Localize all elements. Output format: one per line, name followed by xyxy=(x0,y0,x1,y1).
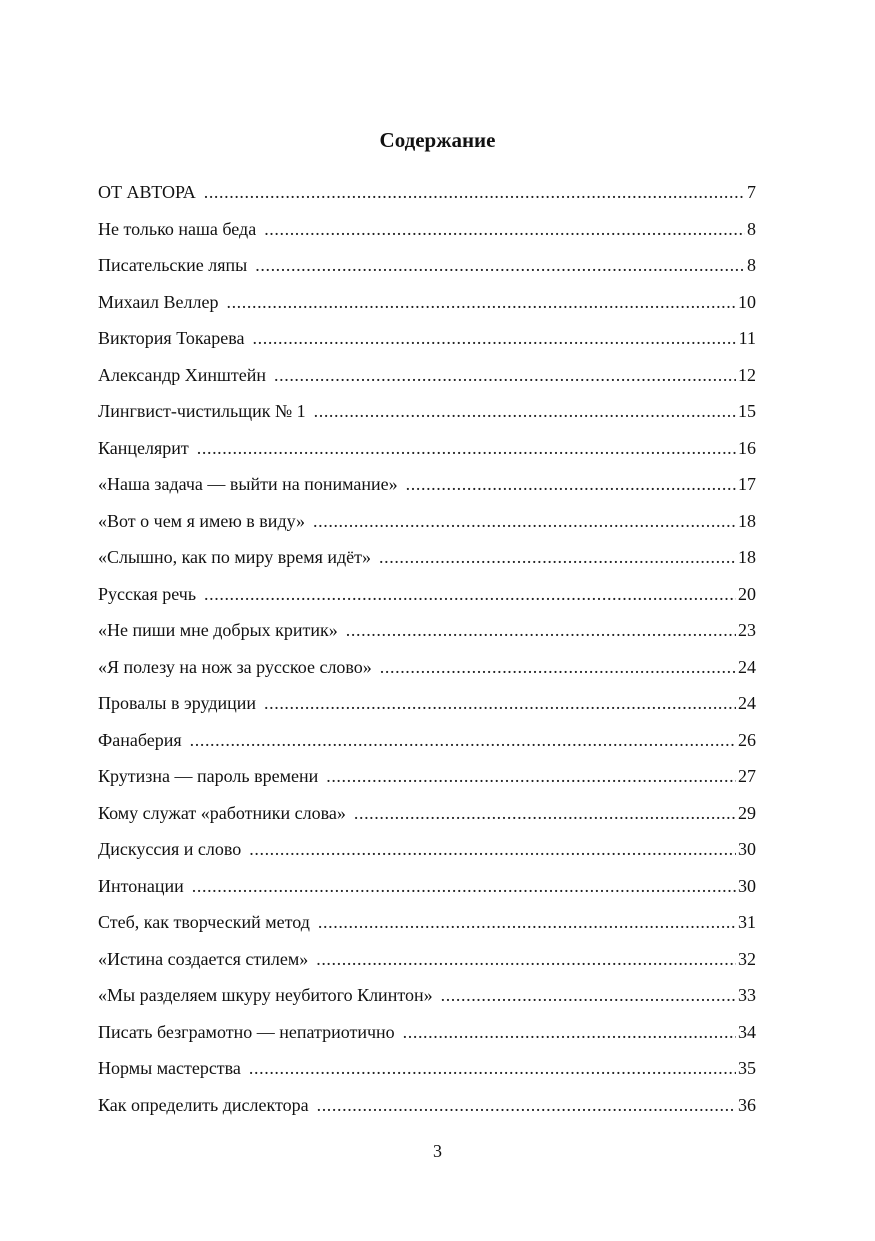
toc-entry-page: 27 xyxy=(738,766,756,786)
toc-entry-page: 11 xyxy=(738,328,756,348)
toc-entry-title: Кому служат «работники слова» xyxy=(98,802,346,823)
toc-dot-leader xyxy=(316,946,736,972)
toc-entry-title: Нормы мастерства xyxy=(98,1058,241,1078)
toc-dot-leader xyxy=(326,763,736,789)
toc-dot-leader xyxy=(318,909,736,935)
toc-entry[interactable] xyxy=(98,1019,756,1056)
toc-entry-page: 24 xyxy=(738,693,756,713)
toc-dot-leader xyxy=(264,216,745,242)
toc-entry-title: Фанаберия xyxy=(98,729,182,750)
toc-dot-leader xyxy=(253,325,737,351)
toc-entry[interactable] xyxy=(98,544,756,581)
toc-entry[interactable] xyxy=(98,216,756,253)
toc-entry-title: Русская речь xyxy=(98,583,197,604)
toc-entry-page: 23 xyxy=(738,620,756,640)
toc-entry[interactable] xyxy=(98,471,756,508)
toc-dot-leader xyxy=(379,544,736,570)
toc-entry-title: Как определить дислектора xyxy=(98,1094,309,1115)
toc-entry-title: Виктория Токарева xyxy=(98,328,245,348)
toc-entry[interactable] xyxy=(98,909,756,946)
toc-entry-page: 35 xyxy=(738,1058,756,1078)
toc-entry[interactable] xyxy=(98,654,756,691)
toc-dot-leader xyxy=(249,836,736,862)
toc-entry-page: 15 xyxy=(738,401,756,421)
toc-entry-page: 12 xyxy=(738,364,756,385)
toc-dot-leader xyxy=(313,508,736,534)
toc-entry-title: ОТ АВТОРА xyxy=(98,182,196,202)
toc-entry-page: 26 xyxy=(738,729,756,750)
toc-entry-title: Михаил Веллер xyxy=(98,291,219,312)
toc-dot-leader xyxy=(274,362,736,388)
toc-entry-title: «Слышно, как по миру время идёт» xyxy=(98,547,372,567)
toc-entry-page: 36 xyxy=(738,1094,756,1115)
toc-dot-leader xyxy=(197,435,736,461)
toc-dot-leader xyxy=(190,727,736,753)
toc-entry-title: Крутизна — пароль времени xyxy=(98,766,319,786)
toc-entry[interactable] xyxy=(98,690,756,727)
toc-entry-title: Интонации xyxy=(98,875,184,896)
toc-entry-title: Дискуссия и слово xyxy=(98,839,242,859)
toc-entry-title: Не только наша беда xyxy=(98,218,257,239)
toc-entry-title: Писательские ляпы xyxy=(98,255,248,275)
toc-entry-title: «Не пиши мне добрых критик» xyxy=(98,620,338,640)
toc-entry-page: 18 xyxy=(738,510,756,531)
toc-entry[interactable] xyxy=(98,179,756,216)
toc-dot-leader xyxy=(346,617,736,643)
toc-entry-page: 17 xyxy=(738,474,756,494)
toc-dot-leader xyxy=(192,873,736,899)
toc-entry-title: «Наша задача — выйти на понимание» xyxy=(98,474,398,494)
toc-dot-leader xyxy=(314,398,736,424)
toc-dot-leader xyxy=(406,471,736,497)
toc-entry-title: Писать безграмотно — непатриотично xyxy=(98,1021,395,1042)
toc-entry[interactable] xyxy=(98,1092,756,1129)
toc-entry[interactable] xyxy=(98,727,756,764)
toc-dot-leader xyxy=(249,1055,736,1081)
toc-entry-page: 31 xyxy=(738,912,756,932)
toc-entry-title: Стеб, как творческий метод xyxy=(98,912,310,932)
toc-entry[interactable] xyxy=(98,362,756,399)
toc-entry[interactable] xyxy=(98,398,756,435)
toc-dot-leader xyxy=(354,800,736,826)
toc-entry[interactable] xyxy=(98,289,756,326)
toc-entry-page: 8 xyxy=(747,218,756,239)
toc-dot-leader xyxy=(317,1092,736,1118)
toc-entry-page: 16 xyxy=(738,437,756,458)
toc-entry-page: 33 xyxy=(738,985,756,1005)
page-number: 3 xyxy=(433,1141,442,1161)
toc-entry[interactable] xyxy=(98,435,756,472)
toc-entry-title: Лингвист-чистильщик № 1 xyxy=(98,401,306,421)
toc-entry-title: Александр Хинштейн xyxy=(98,364,267,385)
toc-entry[interactable] xyxy=(98,508,756,545)
toc-entry[interactable] xyxy=(98,800,756,837)
toc-entry-page: 8 xyxy=(747,255,756,275)
toc-entry[interactable] xyxy=(98,873,756,910)
toc-entry-page: 30 xyxy=(738,875,756,896)
toc-entry[interactable] xyxy=(98,836,756,873)
toc-dot-leader xyxy=(255,252,745,278)
toc-entry-page: 34 xyxy=(738,1021,756,1042)
toc-entry-title: «Мы разделяем шкуру неубитого Клинтон» xyxy=(98,985,433,1005)
toc-entry-page: 18 xyxy=(738,547,756,567)
toc-entry[interactable] xyxy=(98,617,756,654)
toc-entry-page: 29 xyxy=(738,802,756,823)
toc-entry[interactable] xyxy=(98,763,756,800)
toc-entry[interactable] xyxy=(98,1055,756,1092)
table-of-contents xyxy=(98,179,756,1128)
toc-entry[interactable] xyxy=(98,325,756,362)
toc-entry-title: Провалы в эрудиции xyxy=(98,693,257,713)
toc-dot-leader xyxy=(403,1019,736,1045)
toc-entry[interactable] xyxy=(98,252,756,289)
toc-entry-page: 30 xyxy=(738,839,756,859)
toc-dot-leader xyxy=(226,289,736,315)
toc-dot-leader xyxy=(264,690,736,716)
toc-entry-title: Канцелярит xyxy=(98,437,189,458)
toc-entry[interactable] xyxy=(98,982,756,1019)
toc-dot-leader xyxy=(441,982,736,1008)
page-title: Содержание xyxy=(379,128,496,153)
toc-entry-title: «Вот о чем я имею в виду» xyxy=(98,510,306,531)
toc-entry-title: «Истина создается стилем» xyxy=(98,948,309,969)
toc-entry-page: 20 xyxy=(738,583,756,604)
toc-entry-title: «Я полезу на нож за русское слово» xyxy=(98,656,372,677)
toc-entry[interactable] xyxy=(98,946,756,983)
toc-dot-leader xyxy=(204,179,745,205)
toc-entry-page: 32 xyxy=(738,948,756,969)
toc-entry-page: 7 xyxy=(747,182,756,202)
toc-entry[interactable] xyxy=(98,581,756,618)
toc-dot-leader xyxy=(380,654,736,680)
toc-entry-page: 24 xyxy=(738,656,756,677)
toc-entry-page: 10 xyxy=(738,291,756,312)
toc-dot-leader xyxy=(204,581,736,607)
